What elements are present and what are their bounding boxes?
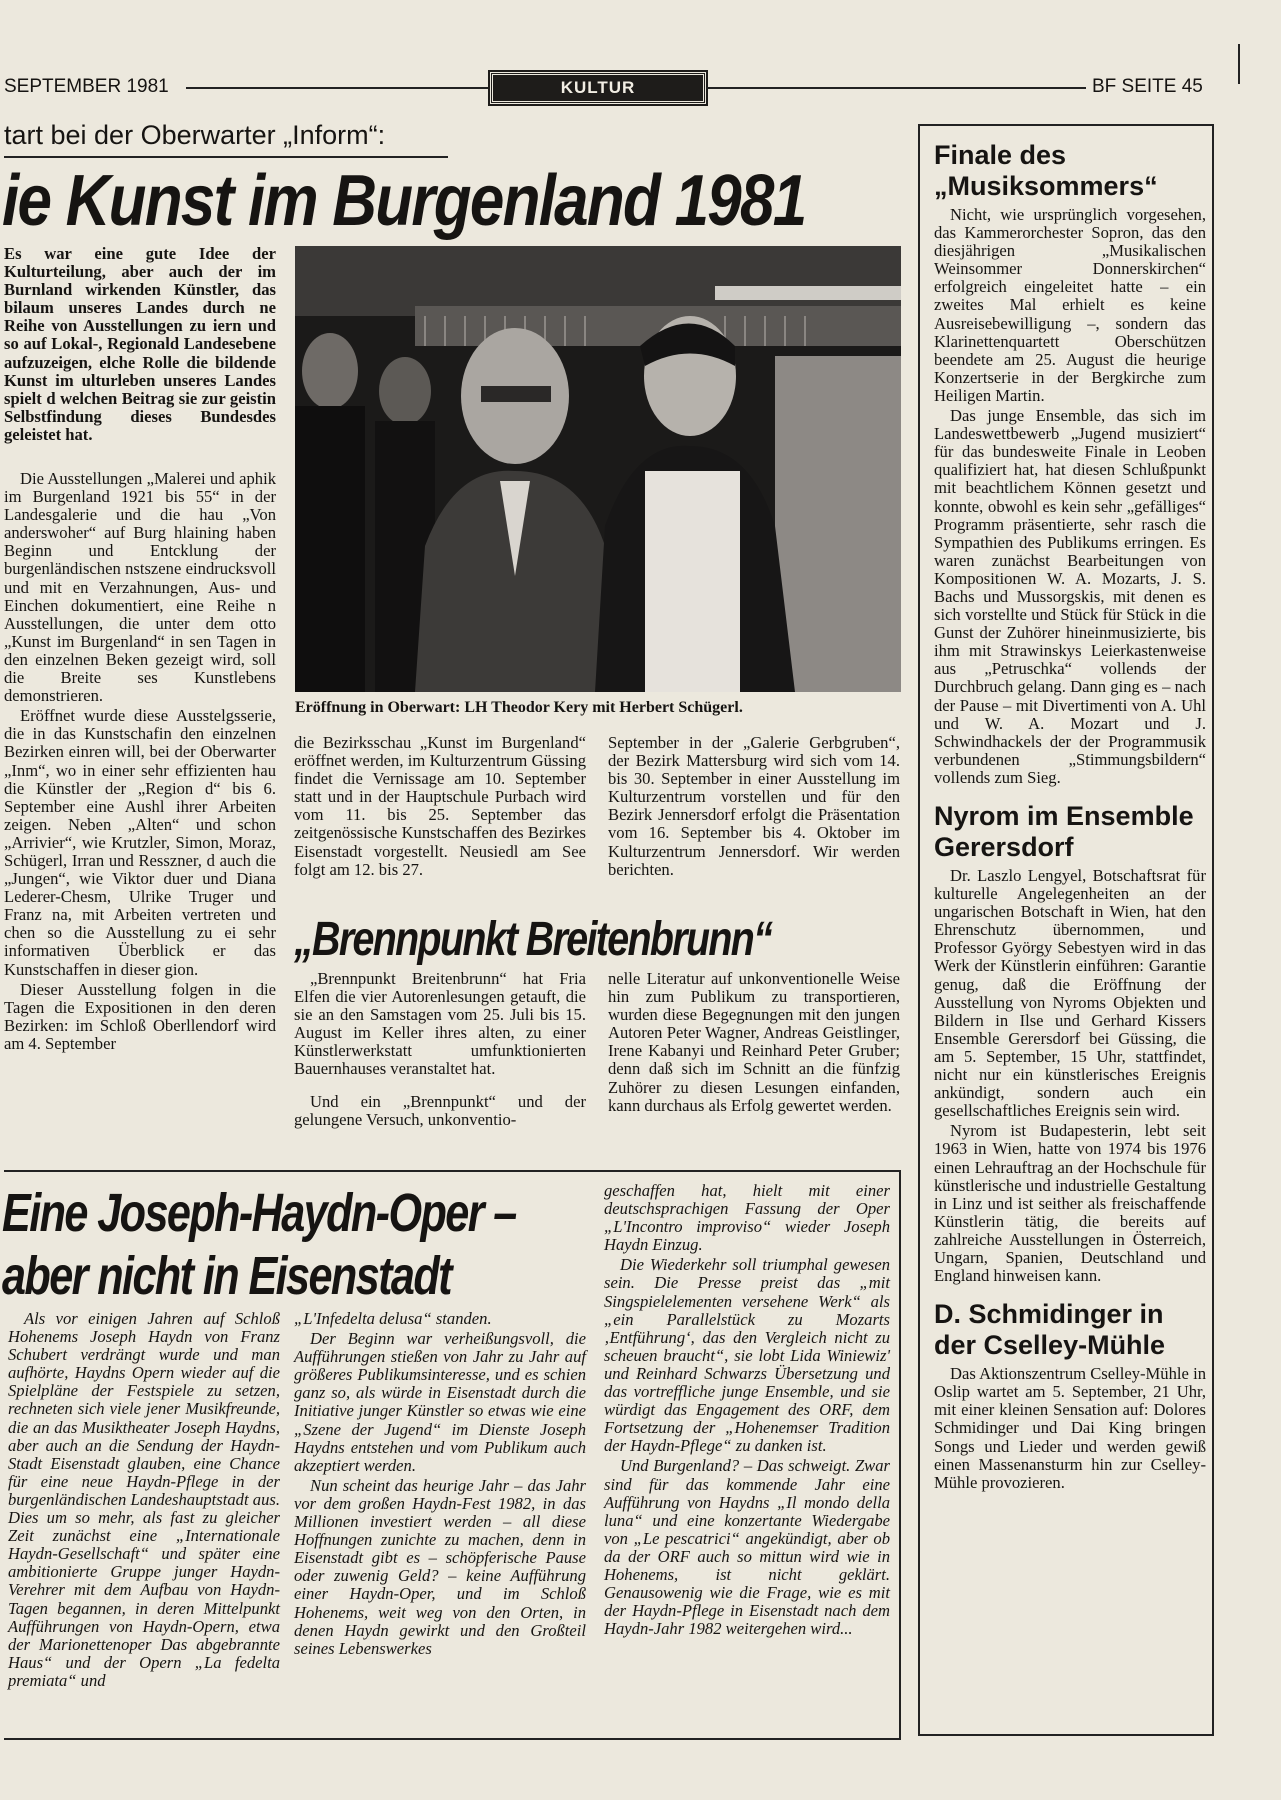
sidebar-paragraph: Das junge Ensemble, das sich im Landeswettbewerb „Jugend musiziert“ für das bundesweite Finale in Leoben qualifiziert hat, hat diesen Schlußpunkt mit beachtlichem Können gesetzt und konnte, obwohl es kein sehr „gefälliges“ Programm präsentierte, sehr rasch die Sympathien des Publikums erringen. Es waren zunächst Bearbeitungen von Kompositionen W. A. Mozarts, J. S. Bachs und Mussorgskis, mit denen es sich vorstellte und Stück für Stück in die Gunst der Zuhörer hineinmusizierte, bis ihm mit Strawinskys Leierkastenweise aus „Petruschka“ vollends der Durchbruch gelang. Dann ging es – nach der Pause – mit Divertimenti von A. Uhl und W. A. Mozart und J. Schwindhackels der der Programmusik verbundenen „Stimmungsbildern“ vollends zum Sieg. — [934, 406, 1206, 787]
kicker-rule — [4, 156, 448, 158]
sidebar-title-nyrom: Nyrom im Ensemble Gerersdorf — [934, 801, 1194, 862]
lead-body-col2 — [294, 734, 586, 881]
haydn-col3 — [604, 1182, 890, 1640]
sidebar-title-schmidinger: D. Schmidinger in der Cselley-Mühle — [934, 1299, 1166, 1361]
lead-intro — [4, 245, 276, 446]
sidebar-article-schmidinger — [934, 1365, 1206, 1492]
haydn-paragraph: Der Beginn war verheißungsvoll, die Aufführungen stießen von Jahr zu Jahr auf größeres Publikumsinteresse, und es schien ganz so, als würde in Eisenstadt durch die Initiative junger Künstler so etwas wie eine „Szene der Jugend“ im Dienste Joseph Haydns entstehen und vom Publikum auch akzeptiert werden. — [294, 1329, 586, 1475]
section-tab — [490, 72, 706, 104]
lead-kicker: tart bei der Oberwarter „Inform“: — [4, 120, 386, 150]
header-rule-left — [186, 87, 490, 89]
sidebar-title-musiksommer: Finale des „Musiksommers“ — [934, 140, 1158, 201]
lead-paragraph: Dieser Ausstellung folgen in die Tagen die Expositionen in den deren Bezirken: im Schloß Oberllendorf wird am 4. September — [4, 979, 276, 1053]
sidebar-paragraph: Nicht, wie ursprünglich vorgesehen, das Kammerorchester Sopron, das den diesjährigen „Musikalischen Weinsommer Donnerskirchen“ erfolgreich eingeleitet hatte – ein zweites Mal erhielt es keine Ausreisebewilligung –, sondern das Klarinettenquartett Oberschützen beendete am 25. August die heurige Konzertserie in der Bergkirche zum Heiligen Martin. — [934, 205, 1206, 405]
sidebar-article-nyrom — [934, 867, 1206, 1285]
lead-body-col1 — [4, 470, 276, 1055]
lead-intro-text: Es war eine gute Idee der Kulturteilung, aber auch der im Burnland wirkenden Künstler, das bilaum unseres Landes durch ne Reihe von Ausstellungen zu iern und so auf Lokal-, Regionald Landesebene aufzuzeigen, elche Rolle die bildende Kunst im ulturleben unseres Landes spielt d welchen Beitrag sie zur geistin Selbstfindung dieses Bundesdes geleistet hat. — [4, 244, 276, 444]
header-date: SEPTEMBER 1981 — [4, 76, 169, 97]
haydn-paragraph: geschaffen hat, hielt mit einer deutschsprachigen Fassung der Oper „L'Incontro improviso“ wieder Joseph Haydn Einzug. — [604, 1181, 890, 1255]
lead-paragraph: September in der „Galerie Gerbgruben“, der Bezirk Mattersburg wird sich vom 14. bis 30. September in einer Ausstellung im Kulturzentrum vorstellen und für den Bezirk Jennersdorf erfolgt die Präsentation vom 16. September bis 4. Oktober im Kulturzentrum Jennersdorf. Wir werden berichten. — [608, 733, 900, 879]
lead-paragraph: Eröffnet wurde diese Ausstelgsserie, die in das Kunstschafin den einzelnen Bezirken einren will, bei der Oberwarter „Inm“, wo in einer sehr effizienten hau die Künstler der „Region d“ bis 6. September eine Aushl ihrer Arbeiten zeigen. Neben „Alten“ und schon „Arrivier“, wie Krutzler, Simon, Moraz, Schügerl, Irran und Resszner, d auch die „Jungen“, wie Viktor duer und Diana Lederer-Chesm, Ulrike Truger und Franz na, mit Arbeiten vertreten und chen so die Ausstellung zu ei sehr informativen Überblick er das Kunstschaffen in dieser gion. — [4, 706, 276, 979]
photo-caption: Eröffnung in Oberwart: LH Theodor Kery mit Herbert Schügerl. — [295, 699, 743, 716]
lead-photo — [295, 246, 901, 692]
haydn-headline-line2: aber nicht in Eisenstadt — [2, 1246, 451, 1306]
brennpunkt-col2 — [608, 970, 900, 1117]
haydn-paragraph: Die Wiederkehr soll triumphal gewesen sein. Die Presse preist das „mit Singspielelementen versehene Werk“ als „ein Parallelstück zu Mozarts ‚Entführung‘, das den Vergleich nicht zu scheuen braucht“, sie lobt Lida Winiewiz' und Reinhard Schwarzs Übersetzung und das vortreffliche junge Ensemble, und sie würdigt das Engagement des ORF, dem Fortsetzung der „Hohenemser Tradition der Haydn-Pflege“ zu danken ist. — [604, 1255, 890, 1456]
lead-paragraph: die Bezirksschau „Kunst im Burgenland“ eröffnet werden, im Kulturzentrum Güssing findet die Vernissage am 10. September statt und in der Hauptschule Purbach wird vom 11. bis 25. September das zeitgenössische Kunstschaffen des Bezirkes Eisenstadt vorgestellt. Neusiedl am See folgt am 12. bis 27. — [294, 733, 586, 879]
header-page: BF SEITE 45 — [1092, 76, 1203, 97]
section-label: KULTUR — [560, 78, 636, 97]
brennpunkt-paragraph: „Brennpunkt Breitenbrunn“ hat Fria Elfen die vier Autorenlesungen getauft, die sie an den Samstagen vom 25. Juli bis 15. August im Keller ihres alten, zu einer Künstlerwerkstatt umfunktionierten Bauernhauses veranstaltet hat. — [294, 969, 586, 1079]
sidebar-article-musiksommer — [934, 206, 1206, 787]
lead-paragraph: Die Ausstellungen „Malerei und aphik im Burgenland 1921 bis 55“ in der Landesgalerie und die hau „Von anderswoher“ auf Burg hlaining haben Beginn und Entcklung der burgenländischen nstszene eindrucksvoll und mit en Verzahnungen, Aus- und Einchen dokumentiert, eine Reihe n Ausstellungen, die unter dem otto „Kunst im Burgenland“ in sen Tagen in den einzelnen Beken gezeigt wird, soll die Breite ses Kunstlebens demonstrieren. — [4, 469, 276, 706]
sidebar-paragraph: Nyrom ist Budapesterin, lebt seit 1963 in Wien, hatte von 1974 bis 1976 einen Lehrauftrag an der Hochschule für künstlerische und industrielle Gestaltung in Linz und ist seither als freischaffende Künstlerin tätig, die bereits auf zahlreiche Ausstellungen in Österreich, Ungarn, Spanien, Deutschland und England hinweisen kann. — [934, 1121, 1206, 1286]
haydn-headline-line1: Eine Joseph-Haydn-Oper – — [2, 1183, 516, 1243]
brennpunkt-headline: „Brennpunkt Breitenbrunn“ — [294, 913, 772, 966]
haydn-paragraph: Und Burgenland? – Das schweigt. Zwar sind für das kommende Jahr eine Aufführung von Haydns „Il mondo della luna“ und eine konzertante Wiedergabe von „Le pescatrici“ angekündigt, aber ob da der ORF auch so mittun wird wie in Hohenems, ist nicht geklärt. Genausowenig wie die Frage, wie es mit der Haydn-Pflege in Eisenstadt nach dem Haydn-Jahr 1982 weitergehen wird... — [604, 1456, 890, 1639]
haydn-paragraph: Nun scheint das heurige Jahr – das Jahr vor dem großen Haydn-Fest 1982, in das Millionen investiert werden – all diese Hoffnungen zunichte zu machen, denn in Eisenstadt gibt es – schöpferische Pause oder zuwenig Geld? – keine Aufführung einer Haydn-Oper, und im Schloß Hohenems, weit weg von den Orten, in denen Haydn gewirkt und den Großteil seines Lebenswerkes — [294, 1475, 586, 1658]
haydn-paragraph: „L'Infedelta delusa“ standen. — [294, 1309, 492, 1328]
brennpunkt-paragraph: nelle Literatur auf unkonventionelle Weise hin zum Publikum zu transportieren, wurden diese Begegnungen mit den jungen Autoren Peter Wagner, Andreas Geistlinger, Irene Kabanyi und Reinhard Peter Gruber; denn daß sich im Schnitt an die fünfzig Zuhörer zu diesen Lesungen einfanden, kann durchaus als Erfolg gewertet werden. — [608, 969, 900, 1115]
sidebar-paragraph: Das Aktionszentrum Cselley-Mühle in Oslip wartet am 5. September, 21 Uhr, mit einer kleinen Sensation auf: Dolores Schmidinger und Dai King bringen Songs und Lieder und werden gewiß einen Massenansturm hin zur Cselley-Mühle provozieren. — [934, 1364, 1206, 1492]
brennpunkt-paragraph: Und ein „Brennpunkt“ und der gelungene Versuch, unkonventio- — [294, 1091, 586, 1129]
sidebar-paragraph: Dr. Laszlo Lengyel, Botschaftsrat für kulturelle Angelegenheiten an der ungarischen Botschaft in Wien, hat den Ehrenschutz übernommen, und Professor György Sebestyen wird in das Werk der Künstlerin einführen: Garantie genug, daß die Eröffnung der Ausstellung von Nyroms Objekten und Bildern in Ilse und Gerhard Kissers Ensemble Gerersdorf bei Güssing, die am 5. September, 15 Uhr, stattfindet, nicht nur ein künstlerisches Ereignis ankündigt, sondern auch ein gesellschaftliches Ereignis sein wird. — [934, 866, 1206, 1121]
haydn-col1 — [8, 1310, 280, 1692]
haydn-paragraph: Als vor einigen Jahren auf Schloß Hohenems Joseph Haydn von Franz Schubert verdrängt wurde und man aufhörte, Haydns Opern wieder auf die Spielpläne der Festspiele zu setzen, rechneten sich viele jener Musikfreunde, die an das Musiktheater Joseph Haydns, aber auch an die Sendung der Haydn-Stadt Eisenstadt glauben, eine Chance für eine neue Haydn-Pflege in der burgenländischen Landeshauptstadt aus. Dies um so mehr, als fast zu gleicher Zeit zunächst eine „Internationale Haydn-Gesellschaft“ und später eine ambitionierte Gruppe junger Haydn-Verehrer mit dem Aufbau von Haydn-Tagen begannen, in deren Mittelpunkt Aufführungen von Haydn-Opern, etwa der Marionettenoper Das abgebrannte Haus“ und der Opern „La fedelta premiata“ und — [8, 1309, 280, 1690]
sidebar-content — [934, 140, 1206, 1494]
photo-illustration — [295, 246, 901, 692]
lead-headline: ie Kunst im Burgenland 1981 — [2, 161, 806, 241]
header-rule-right — [706, 87, 1086, 89]
haydn-col2 — [294, 1310, 586, 1660]
lead-body-col3 — [608, 734, 900, 881]
page-edge-mark — [1238, 44, 1240, 84]
brennpunkt-col1 — [294, 970, 586, 1131]
